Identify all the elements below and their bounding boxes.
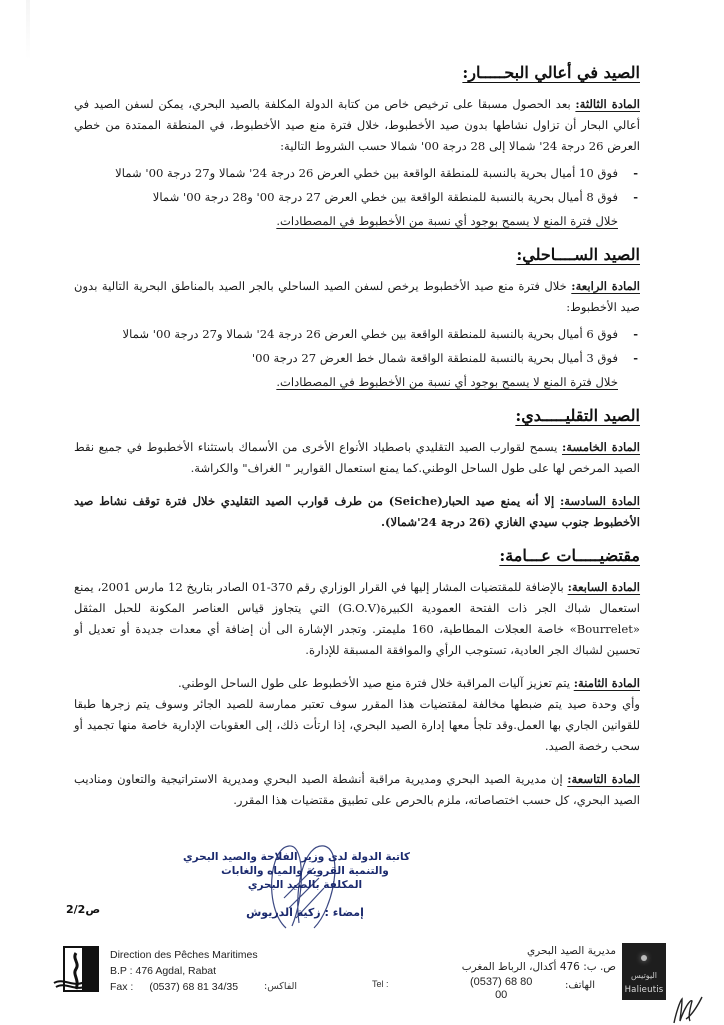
section-heading-traditional: الصيد التقليـــــدي: [515,406,640,425]
article-7-text: بالإضافة للمقتضيات المشار إليها في القرار الوزاري رقم 370-01 الصادر بتاريخ 12 مارس 2001، يمنع استعمال شباك الجر ذات الفتحة العمودية الكبيرة(G.O.V) التي يتجاوز قياس العناصر المكونة للحبل المثقل «Bourrelet» خاصة العجلات المطاطية، 160 مليمتر. وتجدر الإشارة الى أن إضافة أي معدات جديدة أو تعديل أو تحسين لشباك الجر العادية، تستوجب الرأي والموافقة المسبقة للإدارة. [74,580,641,657]
high-seas-bullet-1 [74,163,638,184]
signature-title-line-3: المكلفة بالصيد البحري [247,879,363,891]
high-seas-bullets [74,163,638,208]
signature-title-line-1: كاتبة الدولة لدى وزير الفلاحة والصيد البحري [182,851,410,863]
footer-org-name-ar: مديرية الصيد البحري [526,945,616,957]
coastal-note: خلال فترة المنع لا يسمح بوجود أي نسبة من الأخطبوط في المصطادات. [276,375,618,389]
signature-stamp [182,850,410,920]
article-5-label: المادة الخامسة: [562,440,640,454]
light-icon [641,955,647,961]
signature-title-line-2: والتنمية القروية والمياه والغابات [221,865,389,877]
footer-po-box: B.P : 476 Agdal, Rabat [110,965,217,977]
tel-label-ar: الهاتف: [565,980,595,991]
article-4-label: المادة الرابعة: [571,279,640,293]
logo-text-en: Halieutis [624,985,664,995]
coastal-bullet-1 [74,324,638,345]
bullet-text: فوق 3 أميال بحرية بالنسبة للمنطقة الواقعة شمال خط العرض 27 درجة 00' [251,351,618,365]
high-seas-note: خلال فترة المنع لا يسمح بوجود أي نسبة من الأخطبوط في المصطادات. [276,214,618,228]
article-8 [74,673,640,757]
article-5-text: يسمح لقوارب الصيد التقليدي باصطياد الأنواع الأخرى من الأسماك باستثناء الأخطبوط في جميع نقط الصيد المرخص لها على طول الساحل الوطني.كما يمنع استعمال القوارير " الغراف" والكراشة. [74,440,640,475]
dash-icon: - [633,351,638,365]
high-seas-bullet-2 [74,187,638,208]
tel-number-line-2: 00 [495,989,508,1001]
article-6-text: إلا أنه يمنع صيد الحبار(Seiche) من طرف قوارب الصيد التقليدي خلال فترة توقف نشاط صيد الأخطبوط جنوب سيدي الغازي (26 درجة 24'شمالا). [74,494,640,529]
coastal-bullets [74,324,638,369]
article-3-text: بعد الحصول مسبقا على ترخيص خاص من كتابة الدولة المكلفة بالصيد البحري، يمكن لسفن الصيد في أعالي البحار أن تزاول نشاطها بدون صيد الأخطبوط، خلال فترة منع صيد الأخطبوط، في المنطقة الممتدة من خطي العرض 26 درجة 24' شمالا إلى 28 درجة 00' شمالا حسب الشروط التالية: [74,97,640,153]
signer-name: إمضاء : زكية الدريوش [246,906,364,919]
article-8-text: يتم تعزيز آليات المراقبة خلال فترة منع صيد الأخطبوط على طول الساحل الوطني. [178,676,574,690]
tel-label: Tel : [372,979,389,989]
tel-number [470,976,532,1002]
bullet-text: فوق 10 أميال بحرية بالنسبة للمنطقة الواقعة بين خطي العرض 26 درجة 24' شمالا و27 درجة 00' شمالا [115,166,618,180]
article-9 [74,769,640,811]
article-3-label: المادة الثالثة: [575,97,640,111]
article-7 [74,577,640,661]
dash-icon: - [633,190,638,204]
coastal-bullet-2 [74,348,638,369]
fax-number: (0537) 68 81 34/35 [149,981,239,993]
scan-artifact [26,0,30,60]
fax-label: Fax : [110,981,134,993]
handwritten-initials [668,995,704,1025]
article-7-label: المادة السابعة: [567,580,641,594]
dash-icon: - [633,166,638,180]
dash-icon: - [633,327,638,341]
bullet-text: فوق 6 أميال بحرية بالنسبة للمنطقة الواقعة بين خطي العرض 26 درجة 24' شمالا و27 درجة 00' شمالا [122,327,618,341]
footer-org-name: Direction des Pêches Maritimes [110,949,258,961]
tel-number-line-1: (0537) 68 80 [470,976,533,988]
fisheries-logo-icon [52,945,100,995]
article-4-text: خلال فترة منع صيد الأخطبوط يرخص لسفن الصيد الساحلي بالجر الصيد بالمناطق البحرية التالية بدون صيد الأخطبوط: [74,279,640,314]
footer-po-box-ar: ص. ب: 476 أكدال، الرباط المغرب [461,961,616,973]
article-6-label: المادة السادسة: [560,494,641,508]
article-8-text-2: وأي وحدة صيد يتم ضبطها مخالفة لمقتضيات هذا المقرر سوف تعتبر ممارسة للصيد الجائر وسوف يتم زجرها طبقا للقوانين الجاري بها العمل.وقد تلجأ معها إدارة الصيد البحري، إذا ارتأت ذلك، إلى العقوبات الإدارية خاصة منها تجميد أو سحب رخصة الصيد. [74,697,640,753]
fax-label-ar: الفاكس: [264,981,298,992]
footer-fax [110,979,258,995]
bullet-text: فوق 8 أميال بحرية بالنسبة للمنطقة الواقعة بين خطي العرض 27 درجة 00' و28 درجة 00' شمالا [152,190,618,204]
article-3 [74,94,640,157]
section-heading-high-seas: الصيد في أعالي البحـــــار: [462,63,640,82]
article-8-label: المادة الثامنة: [573,676,640,690]
signature-area [182,846,410,938]
article-5 [74,437,640,479]
article-9-text: إن مديرية الصيد البحري ومديرية مراقبة أنشطة الصيد البحري ومديرية الاستراتيجية والتعاون ومناديب الصيد البحري، كل حسب اختصاصاته، ملزم بالحرص على تطبيق مقتضيات هذا المقرر. [74,772,640,807]
footer-right-address [462,943,616,975]
article-9-label: المادة التاسعة: [567,772,640,786]
page-number: ص2/2 [66,903,101,916]
halieutis-logo [622,943,666,1000]
article-4 [74,276,640,318]
section-heading-coastal: الصيد الســــاحلي: [516,245,640,264]
document-body [74,62,640,817]
section-heading-general: مقتضيـــــات عـــامة: [499,546,640,565]
footer-left-address [110,947,258,995]
article-6 [74,491,640,533]
logo-text-ar: اليوتيس [630,971,658,980]
